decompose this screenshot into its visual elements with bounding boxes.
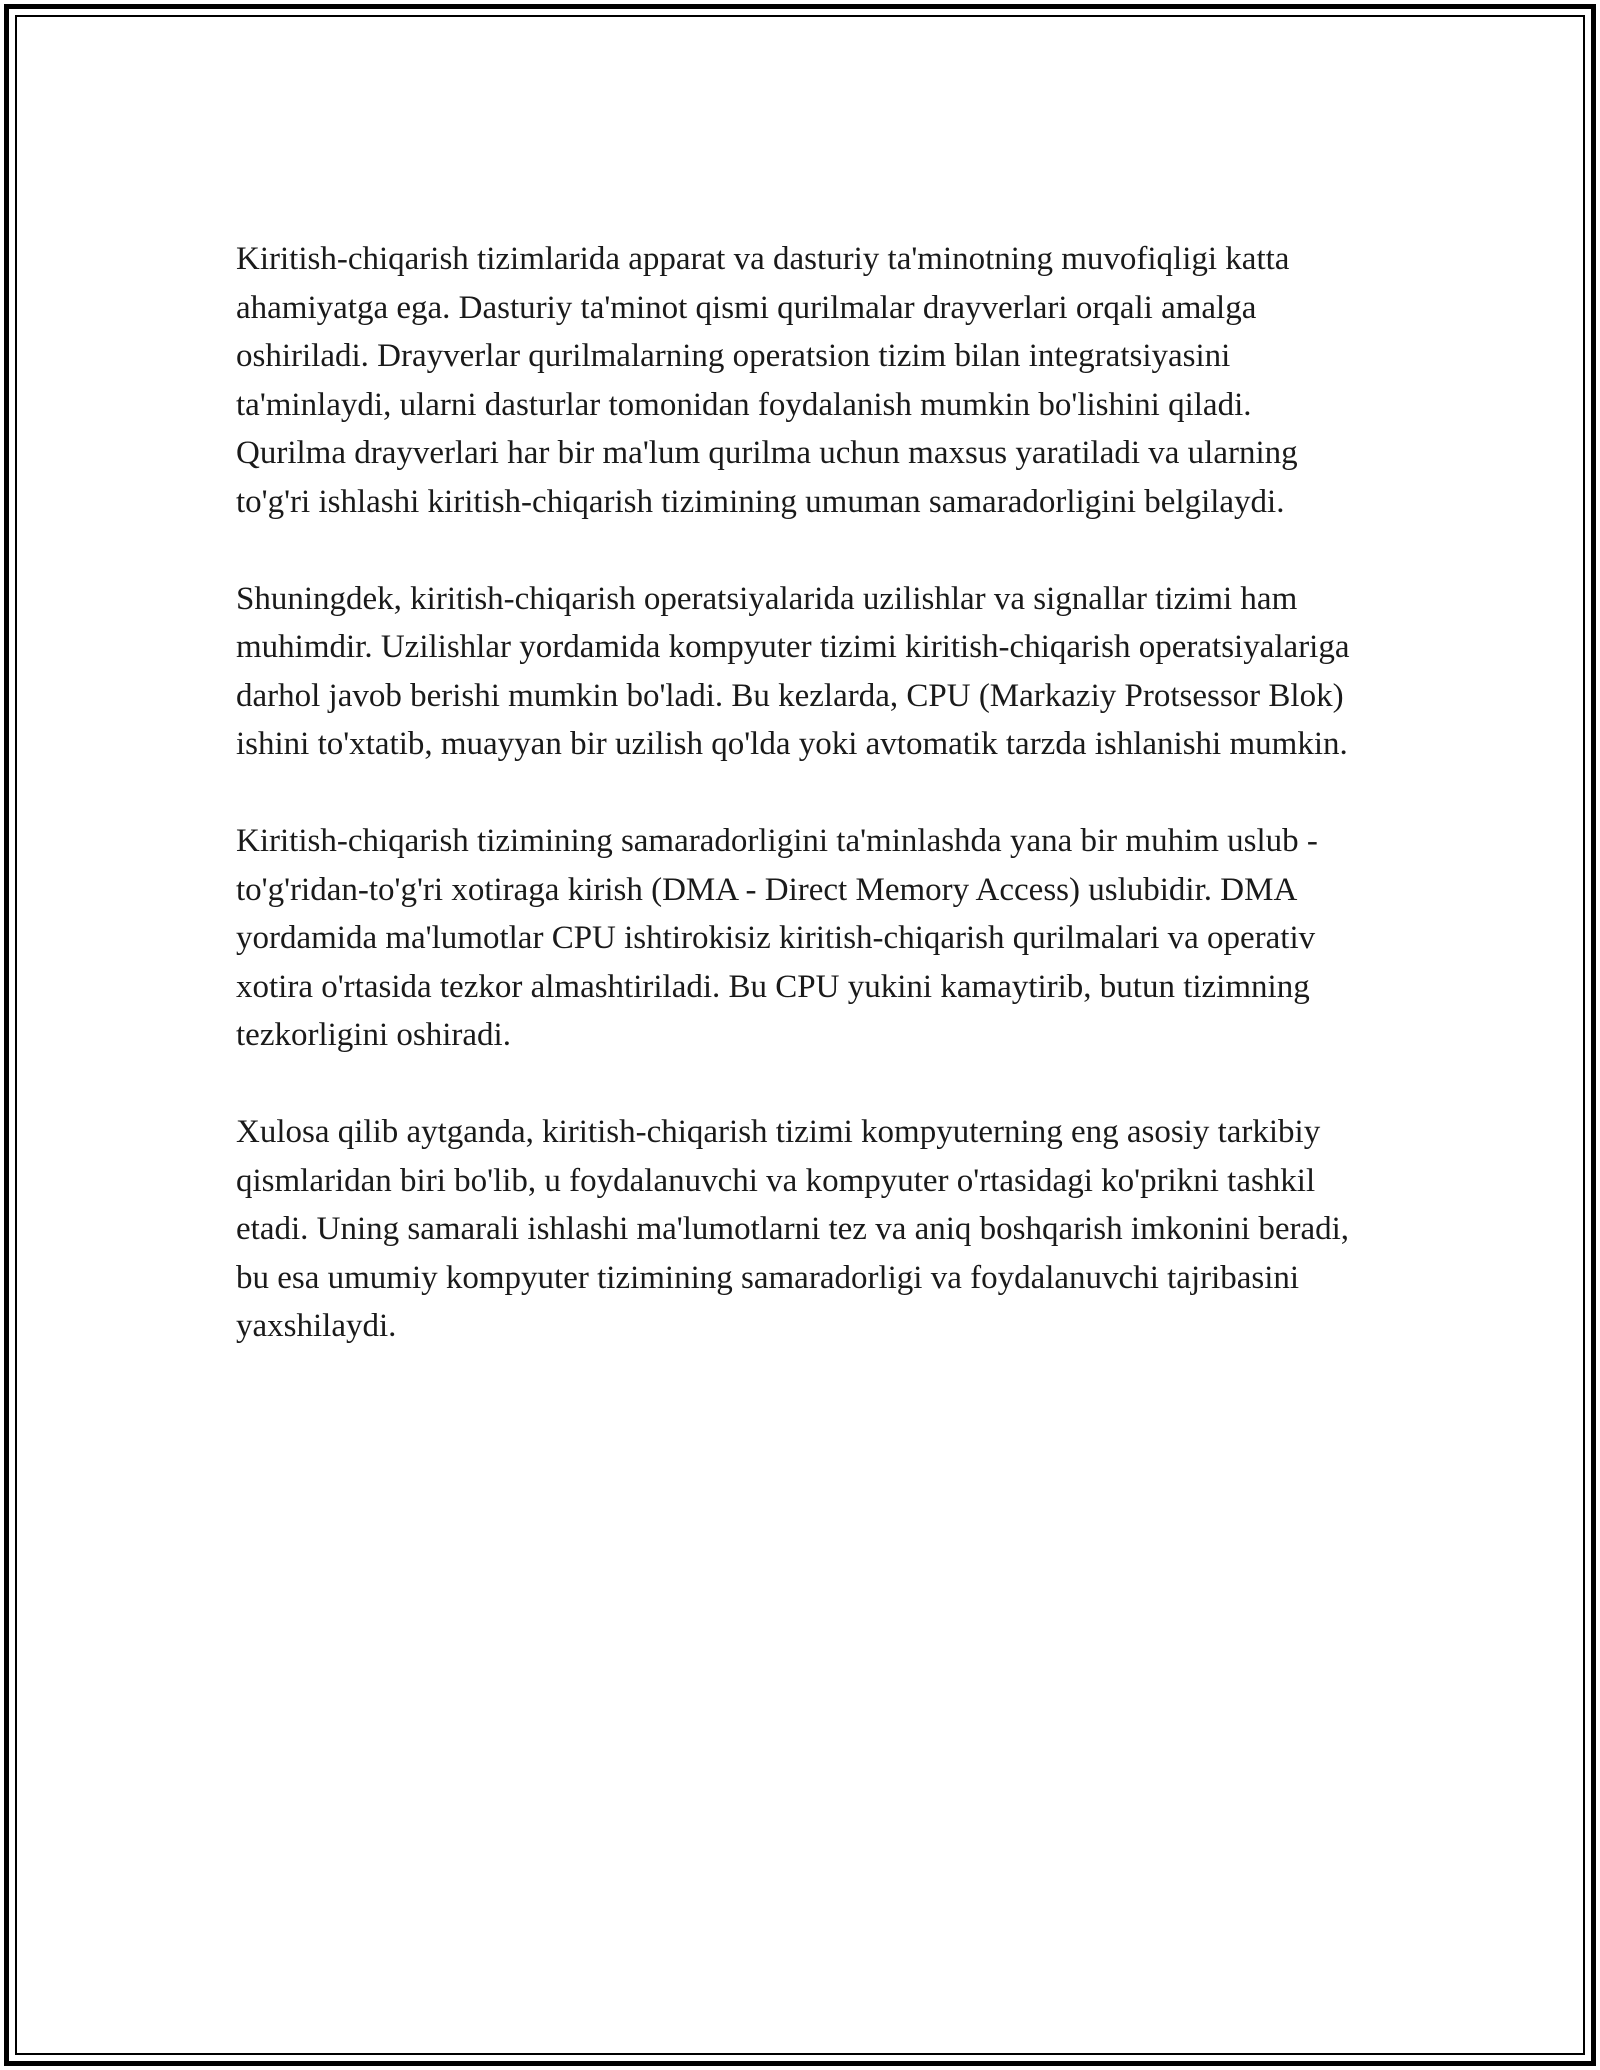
paragraph-4: Xulosa qilib aytganda, kiritish-chiqarish tizimi kompyuterning eng asosiy tarkibiy qismlaridan biri bo'lib, u foydalanuvchi va kompyuter o'rtasidagi ko'prikni tashkil etadi. Uning samarali ishlashi ma'lumotlarni tez va aniq boshqarish imkonini beradi, bu esa umumiy kompyuter tizimining samaradorligi va foydalanuvchi tajribasini yaxshilaydi. <box>236 1114 1350 1344</box>
paragraph-3: Kiritish-chiqarish tizimining samaradorligini ta'minlashda yana bir muhim uslub - to'g'ridan-to'g'ri xotiraga kirish (DMA - Direct Memory Access) uslubidir. DMA yordamida ma'lumotlar CPU ishtirokisiz kiritish-chiqarish qurilmalari va operativ xotira o'rtasida tezkor almashtiriladi. Bu CPU yukini kamaytirib, butun tizimning tezkorligini oshiradi. <box>236 823 1318 1053</box>
document-body <box>236 235 1366 1351</box>
paragraph-2: Shuningdek, kiritish-chiqarish operatsiyalarida uzilishlar va signallar tizimi ham muhimdir. Uzilishlar yordamida kompyuter tizimi kiritish-chiqarish operatsiyalariga darhol javob berishi mumkin bo'ladi. Bu kezlarda, CPU (Markaziy Protsessor Blok) ishini to'xtatib, muayyan bir uzilish qo'lda yoki avtomatik tarzda ishlanishi mumkin. <box>236 580 1350 762</box>
paragraph-1: Kiritish-chiqarish tizimlarida apparat va dasturiy ta'minotning muvofiqligi katta ahamiyatga ega. Dasturiy ta'minot qismi qurilmalar drayverlari orqali amalga oshiriladi. Drayverlar qurilmalarning operatsion tizim bilan integratsiyasini ta'minlaydi, ularni dasturlar tomonidan foydalanish mumkin bo'lishini qiladi. Qurilma drayverlari har bir ma'lum qurilma uchun maxsus yaratiladi va ularning to'g'ri ishlashi kiritish-chiqarish tizimining umuman samaradorligini belgilaydi. <box>236 241 1298 520</box>
